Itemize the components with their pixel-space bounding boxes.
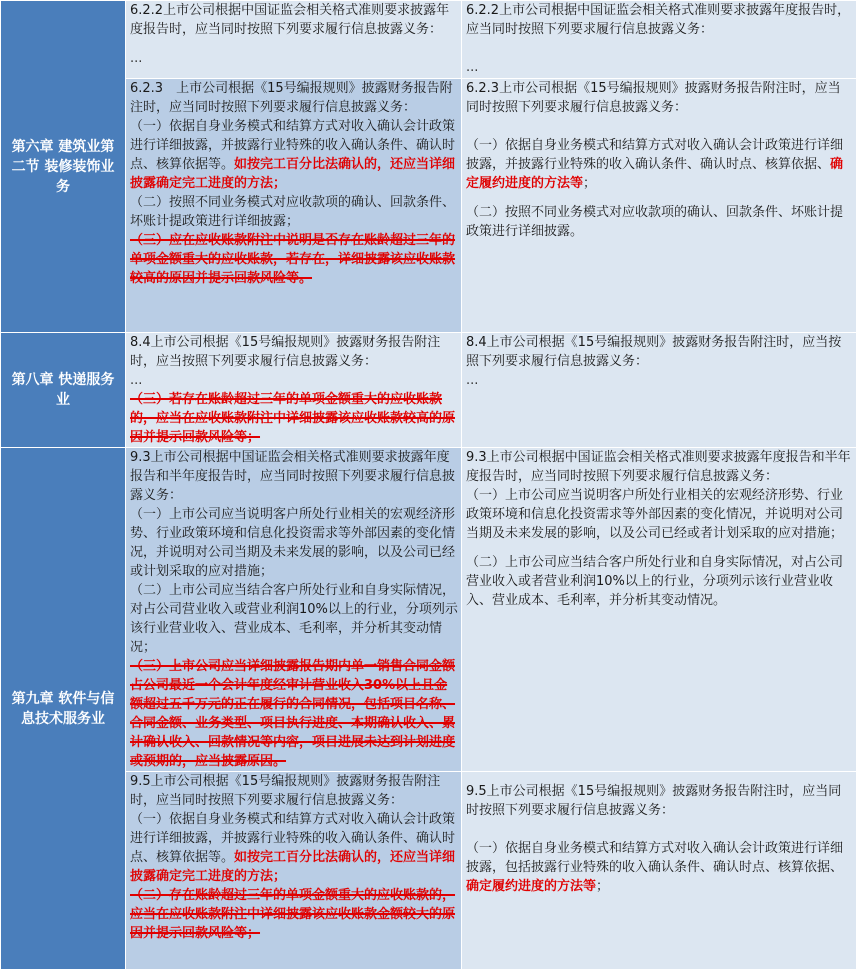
original-text-cell bbox=[126, 448, 462, 772]
chapter-cell-9 bbox=[1, 448, 126, 969]
deleted-clause: （三）应在应收账款附注中说明是否存在账龄超过三年的单项金额重大的应收账款，若存在，详细披露该应收账款较高的原因并提示回款风险等。 bbox=[130, 233, 456, 286]
ellipsis: ... bbox=[466, 60, 479, 75]
clause-item-1: （一）依据自身业务模式和结算方式对收入确认会计政策进行详细披露，并披露行业特殊的收入确认条件、确认时点、核算依据等。如按完工百分比法确认的，还应当详细披露确定完工进度的方法； bbox=[130, 812, 456, 884]
chapter-title: 第六章 建筑业第二节 装修装饰业务 bbox=[11, 138, 115, 195]
clause-intro: 9.5上市公司根据《15号编报规则》披露财务报告附注时，应当同时按照下列要求履行信息披露义务： bbox=[466, 784, 842, 818]
clause-intro: 6.2.3 上市公司根据《15号编报规则》披露财务报告附注时，应当同时按照下列要求履行信息披露义务： bbox=[130, 81, 453, 115]
deleted-clause: （二）存在账龄超过三年的单项金额重大的应收账款的，应当在应收账款附注中详细披露该应收账款金额较大的原因并提示回款风险等； bbox=[130, 888, 456, 941]
table-row bbox=[1, 1, 856, 79]
deleted-clause: （三）若存在账龄超过三年的单项金额重大的应收账款的，应当在应收账款附注中详细披露该应收账款较高的原因并提示回款风险等； bbox=[130, 392, 456, 445]
clause-item-1: （一）依据自身业务模式和结算方式对收入确认会计政策进行详细披露，包括披露行业特殊的收入确认条件、确认时点、核算依据、确定履约进度的方法等； bbox=[466, 841, 844, 894]
revised-text-cell bbox=[462, 333, 856, 448]
chapter-title: 第九章 软件与信息技术服务业 bbox=[11, 690, 115, 727]
table-row bbox=[1, 448, 856, 772]
revised-text-cell bbox=[462, 448, 856, 772]
table-row bbox=[1, 333, 856, 448]
clause-item-2: （二）按照不同业务模式对应收款项的确认、回款条件、坏账计提政策进行详细披露。 bbox=[466, 205, 844, 239]
clause-text: 6.2.2上市公司根据中国证监会相关格式准则要求披露年度报告时，应当同时按照下列要求履行信息披露义务： bbox=[130, 3, 450, 37]
original-text-cell bbox=[126, 333, 462, 448]
clause-intro: 9.3上市公司根据中国证监会相关格式准则要求披露年度报告和半年度报告时，应当同时按照下列要求履行信息披露义务： bbox=[130, 450, 456, 503]
ellipsis: ... bbox=[466, 373, 479, 388]
highlighted-text: 如按完工百分比法确认的，还应当详细披露确定完工进度的方法； bbox=[130, 850, 456, 884]
deleted-clause: （三）上市公司应当详细披露报告期内单一销售合同金额占公司最近一个会计年度经审计营业收入30%以上且金额超过五千万元的正在履行的合同情况，包括项目名称、合同金额、业务类型、项目执行进度、本期确认收入、累计确认收入、回款情况等内容，项目进展未达到计划进度或预期的，应当披露原因。 bbox=[130, 659, 456, 769]
clause-item-1: （一）依据自身业务模式和结算方式对收入确认会计政策进行详细披露，并披露行业特殊的收入确认条件、确认时点、核算依据等。如按完工百分比法确认的，还应当详细披露确定完工进度的方法； bbox=[130, 119, 456, 191]
clause-item-1: （一）上市公司应当说明客户所处行业相关的宏观经济形势、行业政策环境和信息化投资需求等外部因素的变化情况，并说明对公司当期及未来发展的影响，以及公司已经或计划采取的应对措施； bbox=[130, 507, 456, 579]
clause-intro: 9.3上市公司根据中国证监会相关格式准则要求披露年度报告和半年度报告时，应当同时按照下列要求履行信息披露义务： bbox=[466, 450, 851, 484]
revised-text-cell bbox=[462, 1, 856, 79]
clause-intro: 9.5上市公司根据《15号编报规则》披露财务报告附注时，应当同时按照下列要求履行信息披露义务： bbox=[130, 774, 441, 808]
highlighted-text: 如按完工百分比法确认的，还应当详细披露确定完工进度的方法； bbox=[130, 157, 456, 191]
chapter-cell-6 bbox=[1, 1, 126, 333]
chapter-cell-8 bbox=[1, 333, 126, 448]
clause-intro: 8.4上市公司根据《15号编报规则》披露财务报告附注时，应当按照下列要求履行信息披露义务： bbox=[130, 335, 441, 369]
chapter-title: 第八章 快递服务业 bbox=[11, 372, 115, 408]
clause-item-2: （二）上市公司应当结合客户所处行业和自身实际情况，对占公司营业收入或者营业利润10%以上的行业，分项列示该行业营业收入、营业成本、毛利率，并分析其变动情况。 bbox=[466, 555, 844, 608]
clause-item-1: （一）上市公司应当说明客户所处行业相关的宏观经济形势、行业政策环境和信息化投资需求等外部因素的变化情况，并说明对公司当期及未来发展的影响，以及公司已经或者计划采取的应对措施； bbox=[466, 488, 844, 541]
original-text-cell bbox=[126, 1, 462, 79]
highlighted-text: 确定履约进度的方法等 bbox=[466, 157, 844, 191]
clause-intro: 8.4上市公司根据《15号编报规则》披露财务报告附注时，应当按照下列要求履行信息披露义务： bbox=[466, 335, 842, 369]
revised-text-cell bbox=[462, 772, 856, 969]
ellipsis: ... bbox=[130, 373, 143, 388]
table-row bbox=[1, 772, 856, 969]
highlighted-text: 确定履约进度的方法等 bbox=[466, 879, 597, 894]
original-text-cell bbox=[126, 79, 462, 333]
clause-text: 6.2.2上市公司根据中国证监会相关格式准则要求披露年度报告时，应当同时按照下列要求履行信息披露义务： bbox=[466, 3, 851, 37]
original-text-cell bbox=[126, 772, 462, 969]
clause-item-2: （二）按照不同业务模式对应收款项的确认、回款条件、坏账计提政策进行详细披露； bbox=[130, 195, 456, 229]
revised-text-cell bbox=[462, 79, 856, 333]
clause-item-2: （二）上市公司应当结合客户所处行业和自身实际情况，对占公司营业收入或营业利润10%以上的行业，分项列示该行业营业收入、营业成本、毛利率，并分析其变动情况； bbox=[130, 583, 458, 655]
clause-item-1: （一）依据自身业务模式和结算方式对收入确认会计政策进行详细披露，并披露行业特殊的收入确认条件、确认时点、核算依据、确定履约进度的方法等； bbox=[466, 138, 844, 191]
clause-intro: 6.2.3上市公司根据《15号编报规则》披露财务报告附注时，应当同时按照下列要求履行信息披露义务： bbox=[466, 81, 841, 115]
table-row bbox=[1, 79, 856, 333]
ellipsis: ... bbox=[130, 51, 143, 66]
